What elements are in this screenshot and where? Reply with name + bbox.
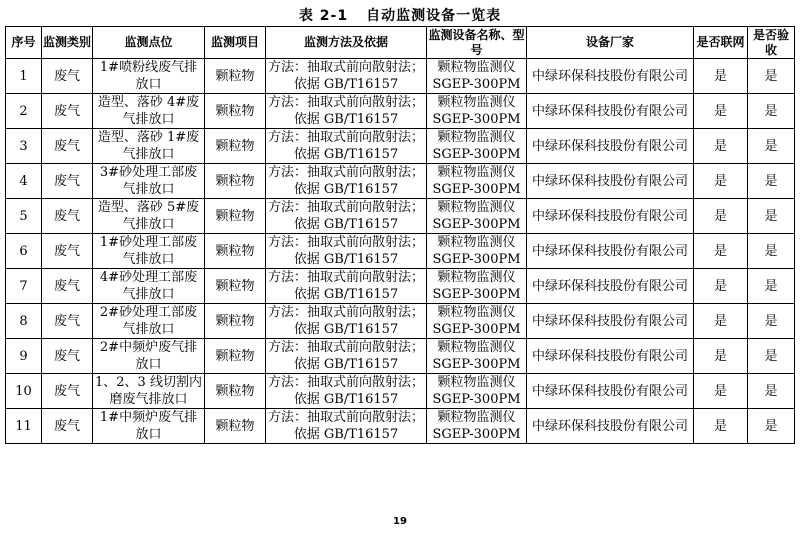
table-row — [6, 304, 795, 339]
cell-index: 2 — [6, 94, 42, 129]
cell-category: 废气 — [42, 234, 93, 269]
cell-accepted: 是 — [748, 304, 795, 339]
cell-location: 1#喷粉线废气排放口 — [93, 59, 205, 94]
cell-index: 10 — [6, 374, 42, 409]
cell-vendor: 中绿环保科技股份有限公司 — [527, 409, 694, 444]
cell-accepted: 是 — [748, 164, 795, 199]
cell-item: 颗粒物 — [205, 269, 266, 304]
cell-item: 颗粒物 — [205, 94, 266, 129]
cell-location: 1#砂处理工部废气排放口 — [93, 234, 205, 269]
cell-accepted: 是 — [748, 409, 795, 444]
table-row — [6, 59, 795, 94]
cell-index: 3 — [6, 129, 42, 164]
cell-index: 1 — [6, 59, 42, 94]
cell-device: 颗粒物监测仪 SGEP-300PM — [427, 94, 527, 129]
cell-vendor: 中绿环保科技股份有限公司 — [527, 94, 694, 129]
cell-location: 1#中频炉废气排放口 — [93, 409, 205, 444]
cell-location: 4#砂处理工部废气排放口 — [93, 269, 205, 304]
cell-location: 造型、落砂 4#废气排放口 — [93, 94, 205, 129]
cell-accepted: 是 — [748, 59, 795, 94]
cell-accepted: 是 — [748, 129, 795, 164]
table-row — [6, 339, 795, 374]
cell-item: 颗粒物 — [205, 304, 266, 339]
cell-method: 方法：抽取式前向散射法；依据 GB/T16157 — [266, 94, 427, 129]
cell-networked: 是 — [694, 374, 748, 409]
cell-networked: 是 — [694, 234, 748, 269]
cell-method: 方法：抽取式前向散射法；依据 GB/T16157 — [266, 269, 427, 304]
cell-device: 颗粒物监测仪 SGEP-300PM — [427, 269, 527, 304]
cell-category: 废气 — [42, 409, 93, 444]
cell-method: 方法：抽取式前向散射法；依据 GB/T16157 — [266, 129, 427, 164]
cell-device: 颗粒物监测仪 SGEP-300PM — [427, 339, 527, 374]
cell-location: 造型、落砂 5#废气排放口 — [93, 199, 205, 234]
header-cell-device: 监测设备名称、型号 — [428, 27, 525, 57]
cell-networked: 是 — [694, 409, 748, 444]
table-row — [6, 234, 795, 269]
cell-networked: 是 — [694, 199, 748, 234]
page-number: 19 — [393, 516, 407, 527]
cell-location: 3#砂处理工部废气排放口 — [93, 164, 205, 199]
cell-accepted: 是 — [748, 339, 795, 374]
cell-accepted: 是 — [748, 199, 795, 234]
header-cell-networked: 是否联网 — [694, 27, 748, 59]
table-row — [6, 129, 795, 164]
cell-index: 5 — [6, 199, 42, 234]
cell-networked: 是 — [694, 129, 748, 164]
cell-device: 颗粒物监测仪 SGEP-300PM — [427, 304, 527, 339]
table-row — [6, 269, 795, 304]
cell-category: 废气 — [42, 59, 93, 94]
cell-method: 方法：抽取式前向散射法；依据 GB/T16157 — [266, 374, 427, 409]
cell-device: 颗粒物监测仪 SGEP-300PM — [427, 409, 527, 444]
table-caption: 自动监测设备一览表 — [366, 8, 502, 24]
cell-location: 2#中频炉废气排放口 — [93, 339, 205, 374]
header-row — [6, 27, 795, 59]
cell-method: 方法：抽取式前向散射法；依据 GB/T16157 — [266, 199, 427, 234]
cell-location: 2#砂处理工部废气排放口 — [93, 304, 205, 339]
cell-index: 4 — [6, 164, 42, 199]
cell-networked: 是 — [694, 94, 748, 129]
cell-vendor: 中绿环保科技股份有限公司 — [527, 164, 694, 199]
cell-index: 7 — [6, 269, 42, 304]
table-row — [6, 94, 795, 129]
cell-item: 颗粒物 — [205, 234, 266, 269]
cell-device: 颗粒物监测仪 SGEP-300PM — [427, 59, 527, 94]
table-row — [6, 199, 795, 234]
cell-device: 颗粒物监测仪 SGEP-300PM — [427, 234, 527, 269]
header-cell-location: 监测点位 — [93, 27, 205, 59]
cell-device: 颗粒物监测仪 SGEP-300PM — [427, 129, 527, 164]
header-cell-vendor: 设备厂家 — [527, 27, 694, 59]
cell-location: 1、2、3 线切割内磨废气排放口 — [93, 374, 205, 409]
cell-device: 颗粒物监测仪 SGEP-300PM — [427, 374, 527, 409]
cell-item: 颗粒物 — [205, 374, 266, 409]
table-row — [6, 409, 795, 444]
table-row — [6, 374, 795, 409]
cell-accepted: 是 — [748, 234, 795, 269]
cell-accepted: 是 — [748, 269, 795, 304]
cell-method: 方法：抽取式前向散射法；依据 GB/T16157 — [266, 234, 427, 269]
cell-device: 颗粒物监测仪 SGEP-300PM — [427, 199, 527, 234]
table-body — [6, 59, 795, 444]
cell-item: 颗粒物 — [205, 129, 266, 164]
cell-location: 造型、落砂 1#废气排放口 — [93, 129, 205, 164]
cell-category: 废气 — [42, 199, 93, 234]
cell-item: 颗粒物 — [205, 199, 266, 234]
cell-item: 颗粒物 — [205, 59, 266, 94]
cell-index: 11 — [6, 409, 42, 444]
cell-item: 颗粒物 — [205, 339, 266, 374]
cell-vendor: 中绿环保科技股份有限公司 — [527, 59, 694, 94]
cell-category: 废气 — [42, 164, 93, 199]
cell-networked: 是 — [694, 59, 748, 94]
cell-networked: 是 — [694, 304, 748, 339]
cell-method: 方法：抽取式前向散射法；依据 GB/T16157 — [266, 59, 427, 94]
cell-method: 方法：抽取式前向散射法；依据 GB/T16157 — [266, 304, 427, 339]
table-row — [6, 164, 795, 199]
cell-device: 颗粒物监测仪 SGEP-300PM — [427, 164, 527, 199]
header-cell-method: 监测方法及依据 — [266, 27, 427, 59]
cell-category: 废气 — [42, 339, 93, 374]
cell-index: 6 — [6, 234, 42, 269]
monitoring-equipment-table — [5, 26, 795, 444]
cell-networked: 是 — [694, 164, 748, 199]
cell-accepted: 是 — [748, 374, 795, 409]
cell-item: 颗粒物 — [205, 409, 266, 444]
cell-vendor: 中绿环保科技股份有限公司 — [527, 269, 694, 304]
cell-method: 方法：抽取式前向散射法；依据 GB/T16157 — [266, 339, 427, 374]
cell-index: 8 — [6, 304, 42, 339]
header-cell-index: 序号 — [6, 27, 42, 59]
cell-category: 废气 — [42, 269, 93, 304]
cell-vendor: 中绿环保科技股份有限公司 — [527, 129, 694, 164]
cell-networked: 是 — [694, 339, 748, 374]
cell-method: 方法：抽取式前向散射法；依据 GB/T16157 — [266, 409, 427, 444]
cell-index: 9 — [6, 339, 42, 374]
cell-vendor: 中绿环保科技股份有限公司 — [527, 339, 694, 374]
header-cell-accepted: 是否验收 — [748, 27, 795, 59]
cell-vendor: 中绿环保科技股份有限公司 — [527, 199, 694, 234]
cell-item: 颗粒物 — [205, 164, 266, 199]
cell-vendor: 中绿环保科技股份有限公司 — [527, 234, 694, 269]
header-cell-category: 监测类别 — [42, 27, 93, 59]
cell-networked: 是 — [694, 269, 748, 304]
cell-method: 方法：抽取式前向散射法；依据 GB/T16157 — [266, 164, 427, 199]
cell-category: 废气 — [42, 129, 93, 164]
cell-category: 废气 — [42, 94, 93, 129]
table-title — [0, 5, 800, 25]
cell-accepted: 是 — [748, 94, 795, 129]
header-cell-item: 监测项目 — [205, 27, 266, 59]
cell-vendor: 中绿环保科技股份有限公司 — [527, 304, 694, 339]
cell-category: 废气 — [42, 374, 93, 409]
cell-vendor: 中绿环保科技股份有限公司 — [527, 374, 694, 409]
table-number: 表 2-1 — [298, 8, 349, 24]
cell-category: 废气 — [42, 304, 93, 339]
